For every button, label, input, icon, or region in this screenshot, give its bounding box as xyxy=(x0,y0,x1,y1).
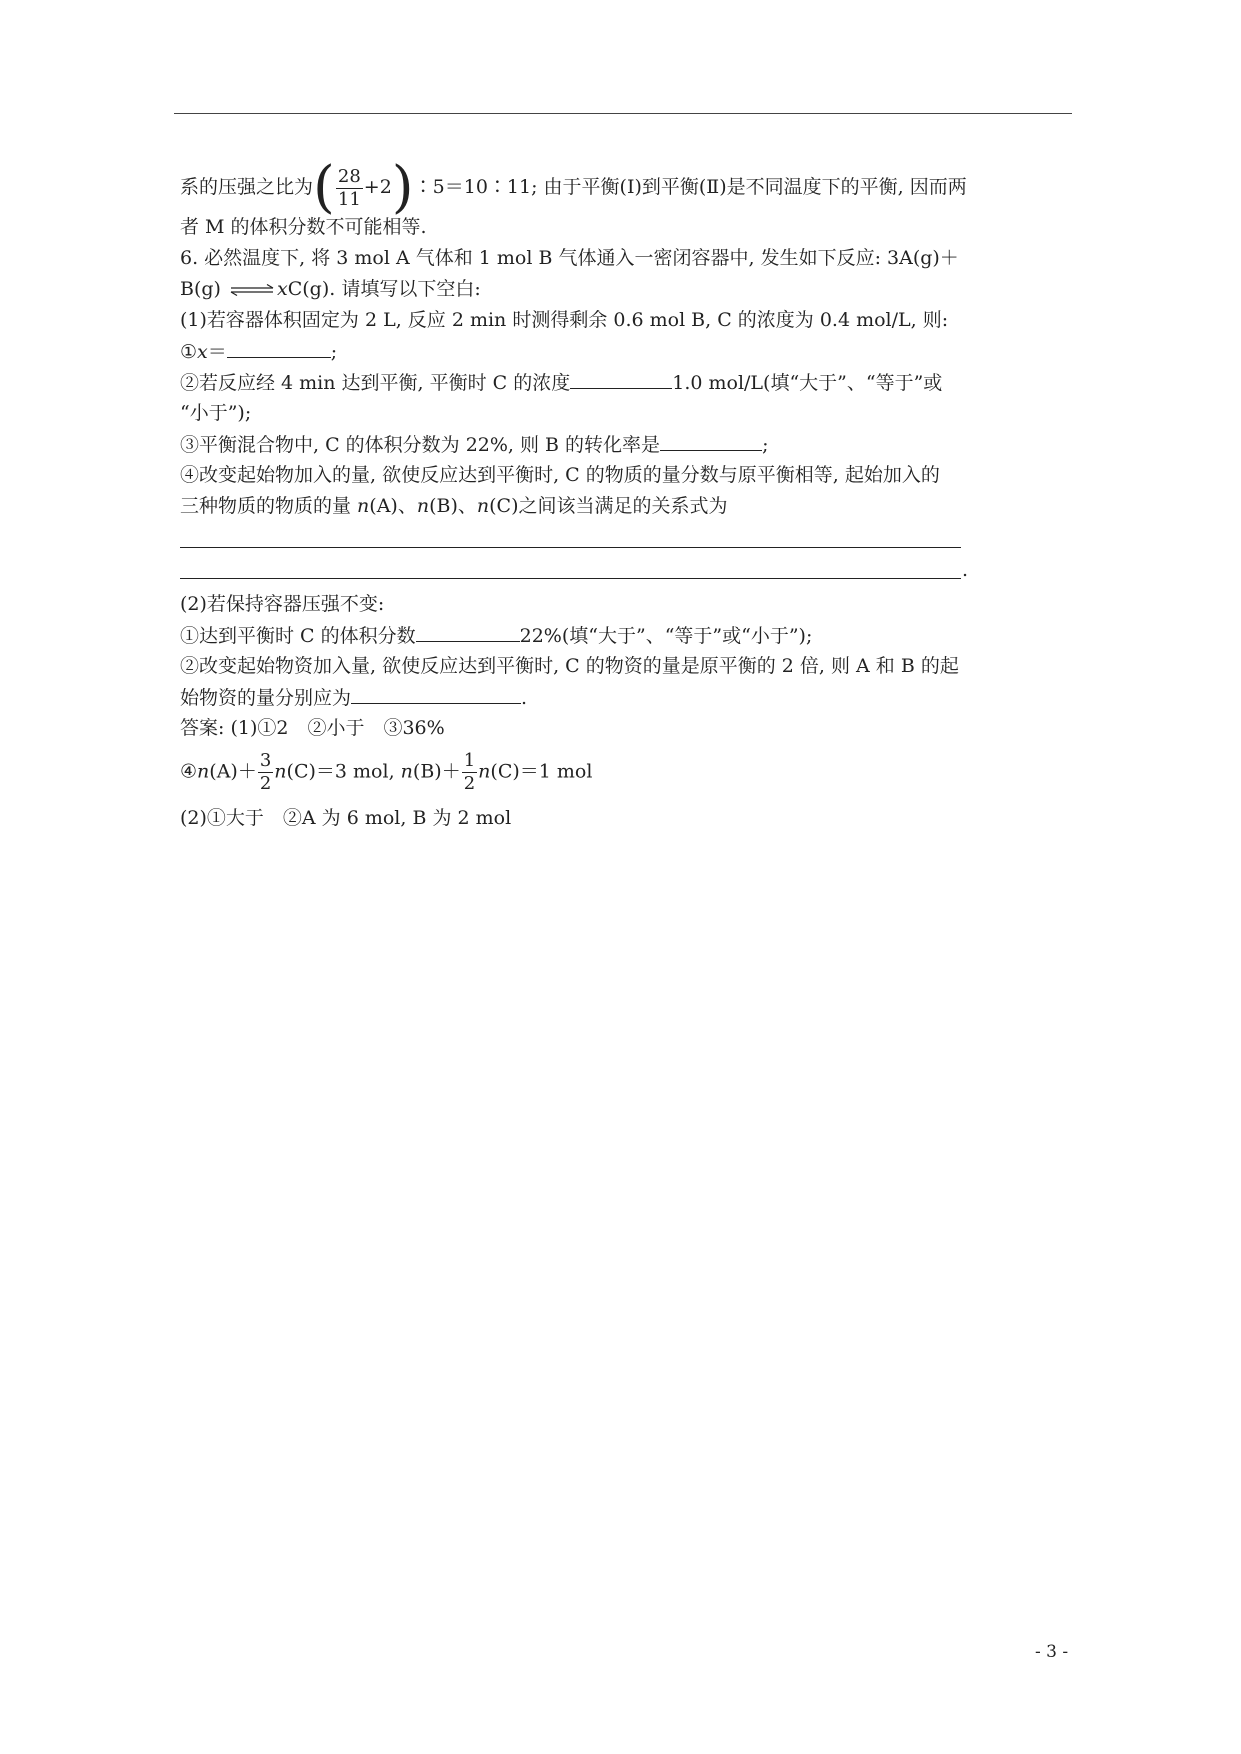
plus-two: +2 xyxy=(363,176,392,198)
part2-item-1-text-a: ①达到平衡时 C 的体积分数 xyxy=(180,625,416,647)
n-c-text: (C)之间该当满足的关系式为 xyxy=(489,495,728,517)
part2-item-1-text-b: 22%(填“大于”、“等于”或“小于”); xyxy=(519,625,813,647)
fraction-numerator: 1 xyxy=(463,750,476,771)
part2-item-2-text: 始物资的量分别应为 xyxy=(180,687,352,709)
answer-line-2[interactable] xyxy=(180,578,961,579)
part1-item-4-line-1: ④改变起始物加入的量, 欲使反应达到平衡时, C 的物质的量分数与原平衡相等, 起始加入的 xyxy=(180,464,940,486)
fraction-denominator: 11 xyxy=(337,188,361,210)
fraction-denominator: 2 xyxy=(259,773,272,794)
semicolon: ; xyxy=(762,434,769,456)
part2-item-1 xyxy=(180,623,812,648)
answer-line-3-text: (2)①大于 ②A 为 6 mol, B 为 2 mol xyxy=(180,807,512,829)
answer-n-c-2: (C)＝1 mol xyxy=(490,760,593,783)
coefficient-x: x xyxy=(277,278,288,300)
item-2-text-b: 1.0 mol/L(填“大于”、“等于”或 xyxy=(672,372,943,394)
answer-item-4-marker: ④ xyxy=(180,760,198,783)
part2-item-2-line-1: ②改变起始物资加入量, 欲使反应达到平衡时, C 的物资的量是原平衡的 2 倍, 则 A 和 B 的起 xyxy=(180,655,959,677)
answer-blank-concentration[interactable] xyxy=(570,370,672,389)
answer-blank-x[interactable] xyxy=(227,339,331,358)
var-n: n xyxy=(416,495,430,517)
period: . xyxy=(521,687,528,709)
answer-n-b: (B)＋ xyxy=(412,760,461,783)
answer-blank-initial-amounts[interactable] xyxy=(351,685,521,704)
page-number: - 3 - xyxy=(1035,1642,1069,1662)
q6-stem-line-1: 6. 必然温度下, 将 3 mol A 气体和 1 mol B 气体通入一密闭容器中, 发生如下反应: 3A(g)＋ xyxy=(180,247,959,269)
part1-item-3 xyxy=(180,432,768,457)
header-rule xyxy=(174,113,1072,114)
answer-line-1-text: 答案: (1)①2 ②小于 ③36% xyxy=(180,717,445,739)
part1-item-2-cont: “小于”); xyxy=(180,402,252,424)
item-marker-1: ① xyxy=(180,341,198,363)
part1-item-4-line-2 xyxy=(180,494,728,518)
fraction-numerator: 28 xyxy=(337,165,361,187)
item-2-text-a: ②若反应经 4 min 达到平衡, 平衡时 C 的浓度 xyxy=(180,372,571,394)
answer-line-period: . xyxy=(962,559,969,581)
fraction-28-11 xyxy=(336,166,363,211)
n-a: (A)、 xyxy=(369,495,417,517)
var-n: n xyxy=(197,760,210,783)
equilibrium-arrow-icon xyxy=(229,284,275,296)
part2-intro: (2)若保持容器压强不变: xyxy=(180,593,385,615)
fraction-one-half xyxy=(462,750,477,795)
var-n: n xyxy=(357,495,370,517)
fraction-numerator: 3 xyxy=(259,750,272,771)
reactant-b: B(g) xyxy=(180,278,221,300)
product-c-text: C(g). 请填写以下空白: xyxy=(287,278,481,300)
equals-sign: ＝ xyxy=(207,341,227,363)
prev-text-a: 系的压强之比为 xyxy=(180,176,314,198)
item-4-text-a: 三种物质的物质的量 xyxy=(180,495,358,517)
part1-intro: (1)若容器体积固定为 2 L, 反应 2 min 时测得剩余 0.6 mol B, C 的浓度为 0.4 mol/L, 则: xyxy=(180,309,949,331)
var-x: x xyxy=(197,341,208,363)
var-n: n xyxy=(400,760,413,783)
left-paren: ( xyxy=(313,155,335,220)
answer-blank-volume-fraction[interactable] xyxy=(416,623,520,642)
var-n: n xyxy=(274,760,287,783)
prev-solution-line-1 xyxy=(180,155,967,220)
prev-solution-line-2: 者 M 的体积分数不可能相等. xyxy=(180,216,427,238)
answer-line-2-text xyxy=(180,750,592,795)
answer-blank-conversion[interactable] xyxy=(660,432,762,451)
prev-text-b: ∶5＝10∶11; 由于平衡(Ⅰ)到平衡(Ⅱ)是不同温度下的平衡, 因而两 xyxy=(413,176,967,198)
item-3-text: ③平衡混合物中, C 的体积分数为 22%, 则 B 的转化率是 xyxy=(180,434,661,456)
answer-line-1[interactable] xyxy=(180,547,961,548)
q6-stem-line-2 xyxy=(180,277,481,301)
var-n: n xyxy=(476,495,490,517)
fraction-denominator: 2 xyxy=(463,773,476,794)
part2-item-2-line-2 xyxy=(180,685,527,710)
part1-item-2 xyxy=(180,370,942,395)
fraction-three-halves xyxy=(258,750,273,795)
answer-n-c-1: (C)＝3 mol, xyxy=(286,760,401,783)
part1-item-1 xyxy=(180,339,337,364)
answer-n-a: (A)＋ xyxy=(209,760,257,783)
right-paren: ) xyxy=(391,155,414,220)
semicolon: ; xyxy=(330,341,338,363)
var-n: n xyxy=(478,760,491,783)
n-b: (B)、 xyxy=(429,495,477,517)
